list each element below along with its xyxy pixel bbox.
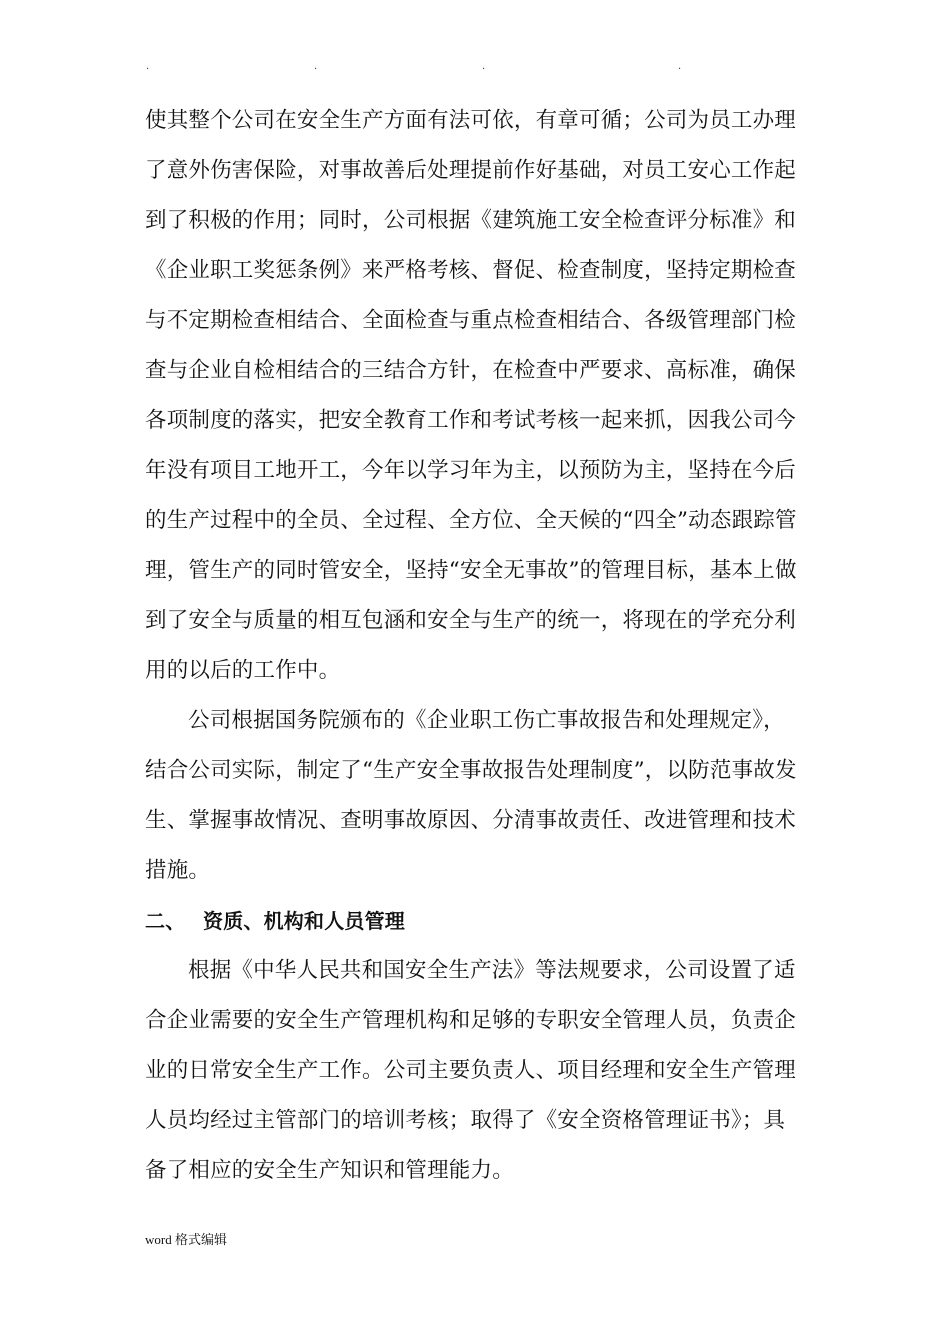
text-line: 查与企业自检相结合的三结合方针，在检查中严要求、高标准，确保 <box>145 358 797 383</box>
section-number: 二、 <box>145 909 186 933</box>
text-line: 业的日常安全生产工作。公司主要负责人、项目经理和安全生产管理 <box>145 1058 797 1083</box>
text-line: 生、掌握事故情况、查明事故原因、分清事故责任、改进管理和技术 <box>145 808 797 833</box>
header-dot: . <box>482 61 486 72</box>
text-line: 用的以后的工作中。 <box>145 658 341 683</box>
text-line: 了意外伤害保险，对事故善后处理提前作好基础，对员工安心工作起 <box>145 158 797 183</box>
header-dots <box>0 62 950 74</box>
document-body <box>145 96 825 1196</box>
header-dot: . <box>678 61 682 72</box>
paragraph-accident-reporting <box>145 696 825 896</box>
text-line: 结合公司实际，制定了“生产安全事故报告处理制度”，以防范事故发 <box>145 758 797 783</box>
header-dot: . <box>146 61 150 72</box>
paragraph-safety-system <box>145 96 825 696</box>
text-line: 使其整个公司在安全生产方面有法可依，有章可循；公司为员工办理 <box>145 108 797 133</box>
text-line: 理，管生产的同时管安全，坚持“安全无事故”的管理目标，基本上做 <box>145 558 797 583</box>
section-heading <box>145 896 825 946</box>
text-line: 的生产过程中的全员、全过程、全方位、全天候的“四全”动态跟踪管 <box>145 508 797 533</box>
text-line: 到了安全与质量的相互包涵和安全与生产的统一，将现在的学充分利 <box>145 608 797 633</box>
text-line: 与不定期检查相结合、全面检查与重点检查相结合、各级管理部门检 <box>145 308 797 333</box>
text-line: 《企业职工奖惩条例》来严格考核、督促、检查制度，坚持定期检查 <box>145 258 797 283</box>
text-line: 根据《中华人民共和国安全生产法》等法规要求，公司设置了适 <box>188 958 796 983</box>
text-line: 到了积极的作用；同时，公司根据《建筑施工安全检查评分标准》和 <box>145 208 797 233</box>
text-line: 合企业需要的安全生产管理机构和足够的专职安全管理人员，负责企 <box>145 1008 797 1033</box>
text-line: 公司根据国务院颁布的《企业职工伤亡事故报告和处理规定》， <box>188 708 785 733</box>
paragraph-qualification-management <box>145 946 825 1196</box>
text-line: 人员均经过主管部门的培训考核；取得了《安全资格管理证书》；具 <box>145 1108 786 1133</box>
header-dot: . <box>314 61 318 72</box>
text-line: 备了相应的安全生产知识和管理能力。 <box>145 1158 514 1183</box>
text-line: 各项制度的落实，把安全教育工作和考试考核一起来抓，因我公司今 <box>145 408 797 433</box>
text-line: 年没有项目工地开工，今年以学习年为主，以预防为主，坚持在今后 <box>145 458 797 483</box>
section-title: 资质、机构和人员管理 <box>203 909 405 933</box>
text-line: 措施。 <box>145 858 211 883</box>
footer-label: word 格式编辑 <box>145 1232 227 1247</box>
